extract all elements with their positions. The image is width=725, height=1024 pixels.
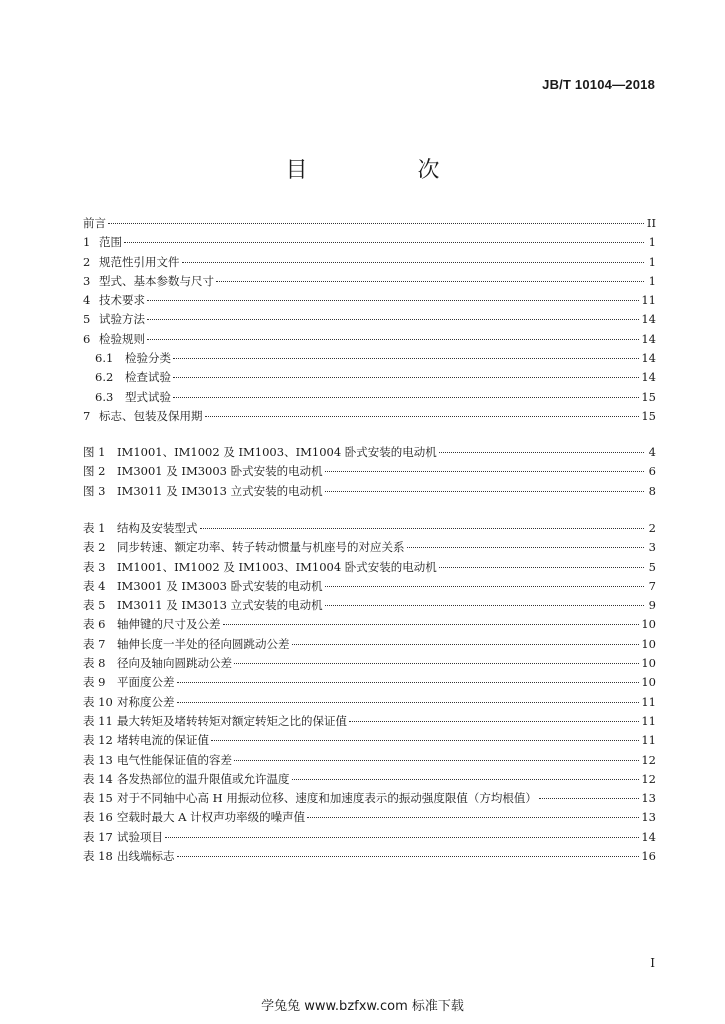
- entry-title: 结构及安装型式: [117, 521, 198, 535]
- entry-page: 11: [641, 713, 656, 728]
- entry-number: 表 5: [83, 598, 106, 613]
- dot-leader: [325, 490, 644, 492]
- entry-page: 13: [641, 791, 656, 806]
- dot-leader: [205, 415, 640, 417]
- toc-entry[interactable]: [83, 828, 656, 847]
- entry-page: 15: [641, 389, 656, 404]
- entry-number: 表 1: [83, 521, 106, 535]
- dot-leader: [325, 585, 644, 587]
- dot-leader: [177, 701, 640, 703]
- dot-leader: [307, 816, 639, 818]
- toc-entry[interactable]: [83, 635, 656, 654]
- entry-title: 试验项目: [117, 829, 163, 844]
- dot-leader: [234, 662, 639, 664]
- entry-title: 对称度公差: [117, 694, 175, 709]
- dot-leader: [200, 527, 645, 529]
- toc-entry[interactable]: [83, 368, 656, 387]
- entry-title: IM3011 及 IM3013 立式安装的电动机: [117, 598, 323, 613]
- toc-entry[interactable]: [83, 615, 656, 634]
- entry-number: 表 7: [83, 636, 106, 651]
- toc-entry[interactable]: [83, 407, 656, 426]
- entry-page: 11: [641, 694, 656, 709]
- entry-number: 表 15: [83, 791, 113, 806]
- dot-leader: [216, 280, 644, 282]
- dot-leader: [165, 836, 639, 838]
- entry-page: 11: [641, 733, 656, 748]
- dot-leader: [439, 566, 644, 568]
- entry-page: 1: [648, 273, 656, 288]
- entry-number: 表 2: [83, 540, 106, 555]
- entry-number: 表 10: [83, 694, 113, 709]
- dot-leader: [173, 357, 639, 359]
- dot-leader: [173, 376, 639, 378]
- entry-page: 14: [641, 331, 656, 346]
- entry-title: 型式试验: [125, 389, 171, 404]
- entry-title: 标志、包装及保用期: [99, 408, 203, 423]
- dot-leader: [147, 318, 639, 320]
- toc-entry[interactable]: [83, 214, 656, 233]
- dot-leader: [234, 759, 639, 761]
- page-title: 目 次: [285, 158, 484, 183]
- toc-entry[interactable]: [83, 330, 656, 349]
- entry-title: 空载时最大 A 计权声功率级的噪声值: [117, 810, 306, 825]
- toc-entry[interactable]: [83, 847, 656, 866]
- entry-page: 6: [648, 464, 656, 479]
- dot-leader: [325, 604, 644, 606]
- entry-page: 2: [648, 521, 656, 535]
- entry-page: 16: [641, 849, 656, 864]
- toc-entry[interactable]: [83, 253, 656, 272]
- toc-entry[interactable]: [83, 291, 656, 310]
- entry-number: 表 11: [83, 713, 113, 728]
- entry-page: 14: [641, 312, 656, 327]
- dot-leader: [292, 778, 640, 780]
- entry-number: 表 6: [83, 617, 106, 632]
- entry-number: 图 3: [83, 483, 106, 498]
- toc-entry[interactable]: [83, 654, 656, 673]
- entry-page: 10: [641, 617, 656, 632]
- entry-title: 同步转速、额定功率、转子转动惯量与机座号的对应关系: [117, 540, 405, 555]
- entry-title: 各发热部位的温升限值或允许温度: [117, 771, 290, 786]
- toc-entry[interactable]: [83, 770, 656, 789]
- entry-page: 1: [648, 254, 656, 269]
- entry-title: 检查试验: [125, 370, 171, 385]
- entry-page: 7: [648, 578, 656, 593]
- entry-number: 表 8: [83, 656, 106, 671]
- entry-page: 8: [648, 483, 656, 498]
- dot-leader: [439, 451, 644, 453]
- toc-entry[interactable]: [83, 349, 656, 368]
- entry-page: 10: [641, 636, 656, 651]
- entry-page: 11: [641, 293, 656, 308]
- entry-number: 6: [83, 331, 91, 346]
- entry-title: 试验方法: [99, 312, 145, 327]
- entry-title: 对于不同轴中心高 H 用振动位移、速度和加速度表示的振动强度限值（方均根值）: [117, 791, 537, 806]
- toc-sections: [83, 214, 656, 426]
- entry-page: 12: [641, 771, 656, 786]
- entry-number: 表 14: [83, 771, 113, 786]
- entry-number: 表 9: [83, 675, 106, 690]
- entry-title: 电气性能保证值的容差: [117, 752, 232, 767]
- toc-entry[interactable]: [83, 673, 656, 692]
- entry-number: 3: [83, 273, 91, 288]
- entry-page: 14: [641, 370, 656, 385]
- entry-number: 表 13: [83, 752, 113, 767]
- entry-page: 1: [648, 235, 656, 250]
- toc-entry[interactable]: [83, 310, 656, 329]
- toc-entry[interactable]: [83, 538, 656, 557]
- entry-number: 图 1: [83, 445, 106, 459]
- dot-leader: [108, 222, 644, 224]
- entry-page: 14: [641, 829, 656, 844]
- entry-title: 技术要求: [99, 293, 145, 308]
- dot-leader: [177, 681, 640, 683]
- toc-entry[interactable]: [83, 233, 656, 252]
- footer-watermark: 学兔兔 www.bzfxw.com 标准下载: [261, 999, 464, 1014]
- entry-title: IM3011 及 IM3013 立式安装的电动机: [117, 483, 323, 498]
- dot-leader: [325, 470, 644, 472]
- toc-entry[interactable]: [83, 272, 656, 291]
- dot-leader: [147, 299, 639, 301]
- entry-title: 前言: [83, 216, 106, 230]
- entry-number: 4: [83, 293, 91, 308]
- entry-page: 13: [641, 810, 656, 825]
- entry-page: 14: [641, 351, 656, 366]
- entry-title: IM3001 及 IM3003 卧式安装的电动机: [117, 578, 323, 593]
- entry-page: II: [646, 216, 656, 230]
- toc-entry[interactable]: [83, 482, 656, 501]
- toc-entry[interactable]: [83, 693, 656, 712]
- toc-entry[interactable]: [83, 519, 656, 538]
- entry-title: 径向及轴向圆跳动公差: [117, 656, 232, 671]
- entry-number: 7: [83, 408, 91, 423]
- dot-leader: [539, 797, 640, 799]
- entry-number: 2: [83, 254, 91, 269]
- dot-leader: [147, 338, 639, 340]
- entry-page: 3: [648, 540, 656, 555]
- dot-leader: [407, 546, 645, 548]
- page-number: I: [650, 956, 655, 970]
- toc-entry[interactable]: [83, 731, 656, 750]
- entry-number: 表 17: [83, 829, 113, 844]
- entry-number: 图 2: [83, 464, 106, 479]
- toc-entry[interactable]: [83, 443, 656, 462]
- entry-title: 范围: [99, 235, 122, 250]
- entry-number: 表 16: [83, 810, 113, 825]
- entry-page: 12: [641, 752, 656, 767]
- dot-leader: [124, 241, 644, 243]
- entry-title: 检验规则: [99, 331, 145, 346]
- entry-title: 平面度公差: [117, 675, 175, 690]
- toc-entry[interactable]: [83, 462, 656, 481]
- toc-tables: [83, 519, 656, 866]
- entry-number: 5: [83, 312, 91, 327]
- toc-entry[interactable]: [83, 558, 656, 577]
- entry-number: 6.1: [95, 351, 114, 366]
- entry-title: 出线端标志: [117, 849, 175, 864]
- entry-page: 10: [641, 675, 656, 690]
- entry-title: 轴伸长度一半处的径向圆跳动公差: [117, 636, 290, 651]
- entry-title: IM3001 及 IM3003 卧式安装的电动机: [117, 464, 323, 479]
- entry-title: IM1001、IM1002 及 IM1003、IM1004 卧式安装的电动机: [117, 445, 437, 459]
- entry-number: 表 12: [83, 733, 113, 748]
- dot-leader: [182, 261, 645, 263]
- toc-entry[interactable]: [83, 388, 656, 407]
- entry-page: 4: [648, 445, 656, 459]
- toc-entry[interactable]: [83, 751, 656, 770]
- entry-page: 5: [648, 559, 656, 574]
- entry-page: 15: [641, 408, 656, 423]
- entry-number: 表 4: [83, 578, 106, 593]
- dot-leader: [223, 623, 640, 625]
- entry-title: 检验分类: [125, 351, 171, 366]
- entry-page: 10: [641, 656, 656, 671]
- dot-leader: [211, 739, 639, 741]
- entry-title: 最大转矩及堵转转矩对额定转矩之比的保证值: [117, 713, 347, 728]
- entry-number: 6.3: [95, 389, 114, 404]
- toc-entry[interactable]: [83, 712, 656, 731]
- dot-leader: [292, 643, 640, 645]
- entry-number: 表 3: [83, 559, 106, 574]
- entry-title: 规范性引用文件: [99, 254, 180, 269]
- entry-title: 堵转电流的保证值: [117, 733, 209, 748]
- toc-entry[interactable]: [83, 577, 656, 596]
- document-code: JB/T 10104—2018: [542, 77, 655, 92]
- dot-leader: [177, 855, 640, 857]
- dot-leader: [173, 396, 639, 398]
- dot-leader: [349, 720, 639, 722]
- toc-figures: [83, 443, 656, 501]
- toc-entry[interactable]: [83, 596, 656, 615]
- entry-page: 9: [648, 598, 656, 613]
- toc-entry[interactable]: [83, 789, 656, 808]
- entry-title: IM1001、IM1002 及 IM1003、IM1004 卧式安装的电动机: [117, 559, 437, 574]
- entry-title: 型式、基本参数与尺寸: [99, 273, 214, 288]
- entry-number: 1: [83, 235, 91, 250]
- entry-number: 表 18: [83, 849, 113, 864]
- toc-entry[interactable]: [83, 808, 656, 827]
- entry-title: 轴伸键的尺寸及公差: [117, 617, 221, 632]
- entry-number: 6.2: [95, 370, 114, 385]
